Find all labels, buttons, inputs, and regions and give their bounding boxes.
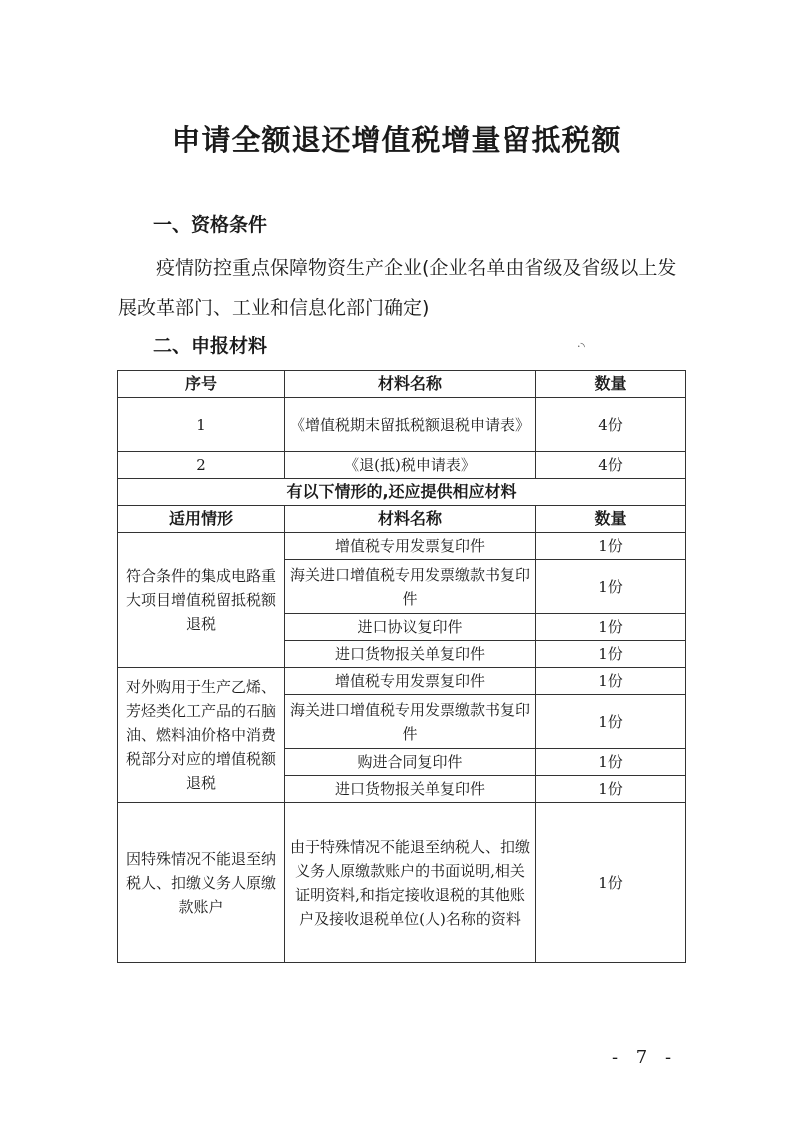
cell-material: 进口货物报关单复印件 (285, 776, 536, 803)
table-row (118, 668, 686, 695)
cell-no: 1 (118, 398, 285, 452)
cell-material: 《增值税期末留抵税额退税申请表》 (285, 398, 536, 452)
table-header-row (118, 506, 686, 533)
cell-material: 增值税专用发票复印件 (285, 533, 536, 560)
cell-qty: 4份 (536, 452, 686, 479)
cell-material: 《退(抵)税申请表》 (285, 452, 536, 479)
header-cell-no: 序号 (118, 371, 285, 398)
page-title: 申请全额退还增值税增量留抵税额 (171, 123, 622, 157)
page-number: - 7 - (612, 1047, 678, 1068)
cell-material: 海关进口增值税专用发票缴款书复印件 (285, 560, 536, 614)
cell-qty: 1份 (536, 776, 686, 803)
cell-situation: 符合条件的集成电路重大项目增值税留抵税额退税 (118, 533, 285, 668)
cell-material: 增值税专用发票复印件 (285, 668, 536, 695)
table-row (118, 452, 686, 479)
cell-qty: 1份 (536, 641, 686, 668)
scan-mark: ·◝ (577, 340, 585, 353)
header-cell-name: 材料名称 (285, 371, 536, 398)
cell-qty: 1份 (536, 668, 686, 695)
cell-qty: 1份 (536, 803, 686, 963)
table-row (118, 803, 686, 963)
table-header-row (118, 371, 686, 398)
table-span-row (118, 479, 686, 506)
cell-situation: 因特殊情况不能退至纳税人、扣缴义务人原缴款账户 (118, 803, 285, 963)
cell-material: 进口货物报关单复印件 (285, 641, 536, 668)
cell-qty: 1份 (536, 749, 686, 776)
materials-table (117, 370, 686, 963)
section-heading-materials: 二、申报材料 (153, 335, 268, 357)
cell-qty: 1份 (536, 614, 686, 641)
cell-qty: 4份 (536, 398, 686, 452)
header-cell-qty: 数量 (536, 506, 686, 533)
cell-material: 购进合同复印件 (285, 749, 536, 776)
cell-situation: 对外购用于生产乙烯、芳烃类化工产品的石脑油、燃料油价格中消费税部分对应的增值税额退税 (118, 668, 285, 803)
cell-material: 进口协议复印件 (285, 614, 536, 641)
cell-qty: 1份 (536, 695, 686, 749)
header-cell-qty: 数量 (536, 371, 686, 398)
cell-material: 由于特殊情况不能退至纳税人、扣缴义务人原缴款账户的书面说明,相关证明资料,和指定接收退税的其他账户及接收退税单位(人)名称的资料 (285, 803, 536, 963)
table-row (118, 398, 686, 452)
qualification-text: 疫情防控重点保障物资生产企业(企业名单由省级及省级以上发展改革部门、工业和信息化部门确定) (118, 257, 677, 319)
cell-no: 2 (118, 452, 285, 479)
cell-qty: 1份 (536, 533, 686, 560)
cell-material: 海关进口增值税专用发票缴款书复印件 (285, 695, 536, 749)
section-heading-qualification: 一、资格条件 (153, 214, 268, 236)
header-cell-name: 材料名称 (285, 506, 536, 533)
span-note-cell: 有以下情形的,还应提供相应材料 (118, 479, 686, 506)
cell-qty: 1份 (536, 560, 686, 614)
table-row (118, 533, 686, 560)
header-cell-situation: 适用情形 (118, 506, 285, 533)
